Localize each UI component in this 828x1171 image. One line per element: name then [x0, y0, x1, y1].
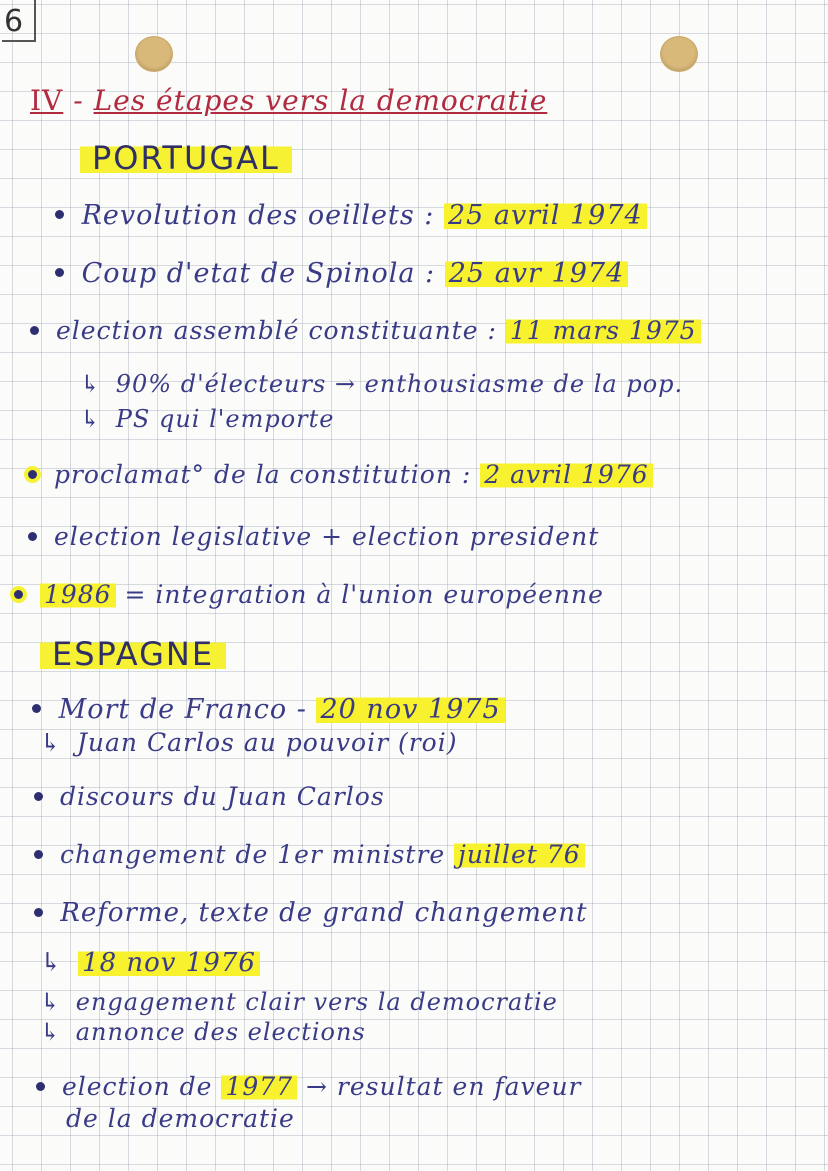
item-highlight: 2 avril 1976	[480, 460, 652, 489]
item-text: PS qui l'emporte	[115, 405, 335, 433]
list-subitem	[40, 988, 558, 1016]
section-heading-portugal: PORTUGAL	[80, 140, 292, 176]
page-title	[30, 84, 547, 117]
item-text: → resultat en faveur	[306, 1072, 582, 1101]
item-highlight: 25 avr 1974	[445, 258, 629, 289]
item-highlight: 25 avril 1974	[444, 200, 647, 231]
item-text: 90% d'électeurs → enthousiasme de la pop.	[115, 370, 684, 398]
item-highlight: 18 nov 1976	[78, 948, 260, 978]
title-text: Les étapes vers la democratie	[93, 84, 548, 117]
binder-hole-right	[660, 36, 698, 72]
list-subitem	[80, 370, 683, 398]
item-text: proclamat° de la constitution :	[53, 460, 472, 489]
title-dash: -	[73, 84, 84, 117]
item-text: changement de 1er ministre	[59, 840, 446, 869]
item-text: Juan Carlos au pouvoir (roi)	[76, 728, 458, 757]
list-item	[36, 1072, 582, 1101]
list-item	[34, 782, 385, 811]
list-subitem	[80, 405, 334, 433]
list-item	[55, 258, 628, 289]
list-subitem	[40, 1018, 366, 1046]
bullet-icon	[32, 704, 41, 713]
item-highlight: juillet 76	[454, 840, 584, 869]
list-subitem	[40, 728, 457, 757]
bullet-icon	[28, 470, 37, 479]
bullet-icon	[28, 532, 37, 541]
arrow-icon: ↳	[40, 948, 63, 978]
item-highlight: 11 mars 1975	[506, 316, 701, 345]
list-item	[30, 316, 701, 345]
item-highlight: 1986	[40, 580, 116, 609]
title-numeral: IV	[30, 84, 64, 117]
list-item-continuation	[66, 1104, 295, 1133]
item-text: = integration à l'union européenne	[124, 580, 604, 609]
bullet-icon	[34, 850, 43, 859]
bullet-icon	[34, 792, 43, 801]
item-text: de la democratie	[66, 1104, 295, 1133]
arrow-icon: ↳	[40, 728, 62, 757]
list-item	[28, 522, 599, 551]
item-text: Reforme, texte de grand changement	[60, 898, 588, 928]
list-item	[34, 898, 587, 928]
item-text: discours du Juan Carlos	[59, 782, 385, 811]
list-item	[55, 200, 647, 231]
list-item	[32, 694, 505, 725]
bullet-icon	[55, 210, 64, 219]
bullet-icon	[36, 1082, 45, 1091]
item-text: Coup d'etat de Spinola :	[81, 258, 436, 289]
bullet-icon	[34, 908, 43, 917]
bullet-icon	[14, 590, 23, 599]
arrow-icon: ↳	[80, 405, 102, 433]
item-highlight: 1977	[221, 1072, 297, 1101]
page-number: 6	[4, 4, 24, 39]
bullet-icon	[30, 326, 39, 335]
item-text: election legislative + election president	[53, 522, 600, 551]
bullet-icon	[55, 268, 64, 277]
arrow-icon: ↳	[80, 370, 102, 398]
list-subitem	[40, 948, 260, 978]
item-text: election de	[61, 1072, 213, 1101]
list-item	[34, 840, 585, 869]
arrow-icon: ↳	[40, 988, 62, 1016]
arrow-icon: ↳	[40, 1018, 62, 1046]
list-item	[28, 460, 653, 489]
item-text: election assemblé constituante :	[55, 316, 497, 345]
item-text: Mort de Franco -	[58, 694, 307, 725]
binder-hole-left	[135, 36, 173, 72]
item-highlight: 20 nov 1975	[316, 694, 504, 725]
item-text: annonce des elections	[75, 1018, 366, 1046]
item-text: engagement clair vers la democratie	[75, 988, 558, 1016]
item-text: Revolution des oeillets :	[81, 200, 435, 231]
section-heading-espagne: ESPAGNE	[40, 636, 226, 672]
list-item	[14, 580, 604, 609]
